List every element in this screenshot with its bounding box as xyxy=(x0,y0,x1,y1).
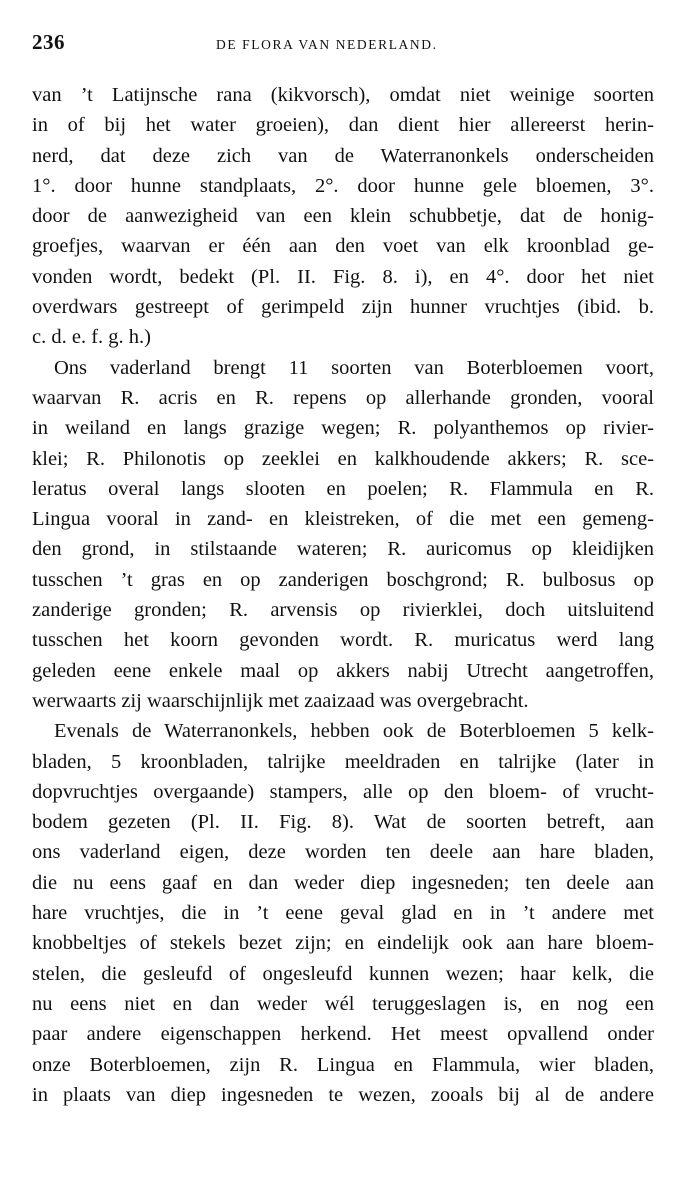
text-line: klei; R. Philonotis op zeeklei en kalkhoudende akkers; R. sce- xyxy=(32,447,654,470)
text-line: door de aanwezigheid van een klein schubbetje, dat de honig- xyxy=(32,205,654,228)
text-line: die nu eens gaaf en dan weder diep ingesneden; ten deele aan xyxy=(32,871,654,894)
text-line: hare vruchtjes, die in ’t eene geval glad en in ’t andere met xyxy=(32,902,654,925)
text-line: groefjes, waarvan er één aan den voet van elk kroonblad ge- xyxy=(32,235,654,258)
text-line: in weiland en langs grazige wegen; R. polyanthemos op rivier- xyxy=(32,417,654,440)
text-line: Evenals de Waterranonkels, hebben ook de Boterbloemen 5 kelk- xyxy=(54,720,654,743)
text-line: den grond, in stilstaande wateren; R. auricomus op kleidijken xyxy=(32,538,654,561)
text-line: Lingua vooral in zand- en kleistreken, of die met een gemeng- xyxy=(32,508,654,531)
page-header xyxy=(32,30,652,60)
text-line: onze Boterbloemen, zijn R. Lingua en Flammula, wier bladen, xyxy=(32,1053,654,1076)
text-line: nerd, dat deze zich van de Waterranonkels onderscheiden xyxy=(32,144,654,167)
text-line: in plaats van diep ingesneden te wezen, zooals bij al de andere xyxy=(32,1083,654,1106)
text-line: stelen, die gesleufd of ongesleufd kunnen wezen; haar kelk, die xyxy=(32,962,654,985)
text-line: Ons vaderland brengt 11 soorten van Boterbloemen voort, xyxy=(54,356,654,379)
text-line: 1°. door hunne standplaats, 2°. door hunne gele bloemen, 3°. xyxy=(32,174,654,197)
page-number: 236 xyxy=(32,30,65,54)
text-line: overdwars gestreept of gerimpeld zijn hunner vruchtjes (ibid. b. xyxy=(32,296,654,319)
body-text xyxy=(32,80,654,1110)
text-line: zanderige gronden; R. arvensis op rivierklei, doch uitsluitend xyxy=(32,599,654,622)
text-line: paar andere eigenschappen herkend. Het meest opvallend onder xyxy=(32,1023,654,1046)
text-line: tusschen het koorn gevonden wordt. R. muricatus werd lang xyxy=(32,629,654,652)
text-line: knobbeltjes of stekels bezet zijn; en eindelijk ook aan hare bloem- xyxy=(32,932,654,955)
text-line: ons vaderland eigen, deze worden ten deele aan hare bladen, xyxy=(32,841,654,864)
text-line: in of bij het water groeien), dan dient hier allereerst herin- xyxy=(32,114,654,137)
text-line: leratus overal langs slooten en poelen; R. Flammula en R. xyxy=(32,477,654,500)
text-line: geleden eene enkele maal op akkers nabij Utrecht aangetroffen, xyxy=(32,659,654,682)
text-line: nu eens niet en dan weder wél teruggeslagen is, en nog een xyxy=(32,992,654,1015)
text-line: vonden wordt, bedekt (Pl. II. Fig. 8. i), en 4°. door het niet xyxy=(32,265,654,288)
text-line: bladen, 5 kroonbladen, talrijke meeldraden en talrijke (later in xyxy=(32,750,654,773)
text-line: van ’t Latijnsche rana (kikvorsch), omdat niet weinige soorten xyxy=(32,84,654,106)
text-line: tusschen ’t gras en op zanderigen boschgrond; R. bulbosus op xyxy=(32,568,654,591)
text-line: c. d. e. f. g. h.) xyxy=(32,326,151,349)
running-head: DE FLORA VAN NEDERLAND. xyxy=(216,37,438,52)
text-line: bodem gezeten (Pl. II. Fig. 8). Wat de soorten betreft, aan xyxy=(32,811,654,834)
text-line: waarvan R. acris en R. repens op allerhande gronden, vooral xyxy=(32,386,654,409)
text-line: dopvruchtjes overgaande) stampers, alle op den bloem- of vrucht- xyxy=(32,780,654,803)
text-line: werwaarts zij waarschijnlijk met zaaizaad was overgebracht. xyxy=(32,689,529,712)
